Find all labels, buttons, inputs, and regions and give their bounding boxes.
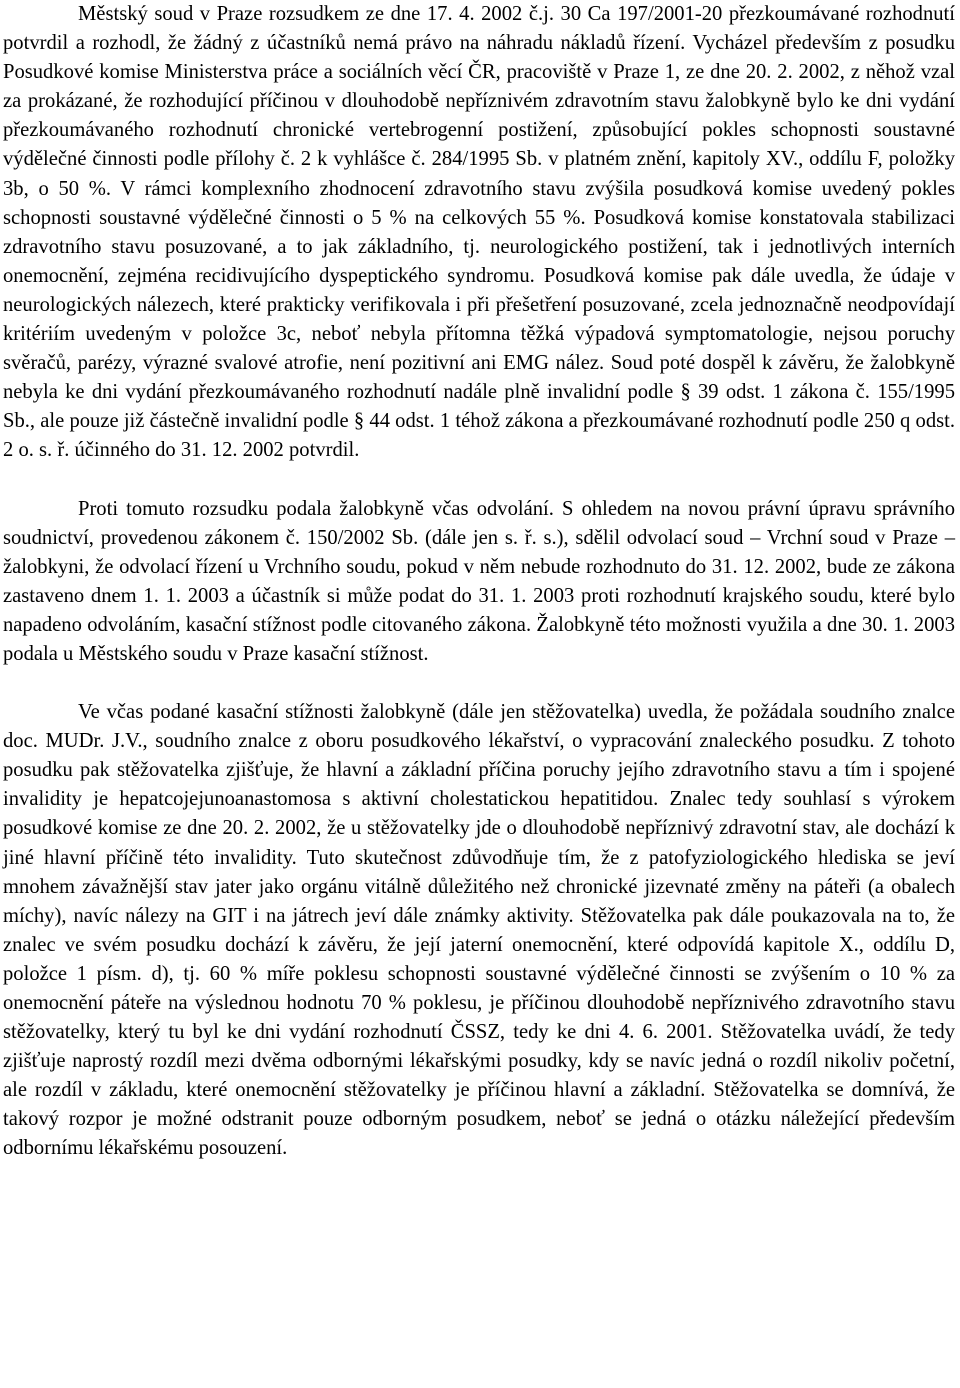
paragraph-2: Proti tomuto rozsudku podala žalobkyně včas odvolání. S ohledem na novou právní úpravu správního soudnictví, provedenou zákonem č. 150/2002 Sb. (dále jen s. ř. s.), sdělil odvolací soud – Vrchní soud v Praze – žalobkyni, že odvolací řízení u Vrchního soudu, pokud v něm nebude rozhodnuto do 31. 12. 2002, bude ze zákona zastaveno dnem 1. 1. 2003 a účastník si může podat do 31. 1. 2003 proti rozhodnutí krajského soudu, které bylo napadeno odvoláním, kasační stížnost podle citovaného zákona. Žalobkyně této možnosti využila a dne 30. 1. 2003 podala u Městského soudu v Praze kasační stížnost. — [3, 497, 955, 665]
paragraph-3: Ve včas podané kasační stížnosti žalobkyně (dále jen stěžovatelka) uvedla, že požádala soudního znalce doc. MUDr. J.V., soudního znalce z oboru posudkového lékařství, o vypracování znaleckého posudku. Z tohoto posudku pak stěžovatelka zjišťuje, že hlavní a základní příčina poruchy jejího zdravotního stavu a tím i spojené invalidity je hepatcojejunoanastomosa s aktivní cholestatickou hepatitidou. Znalec tedy souhlasí s výrokem posudkové komise ze dne 20. 2. 2002, že u stěžovatelky jde o dlouhodobě nepříznivý zdravotní stav, ale dochází k jiné hlavní příčině této invalidity. Tuto skutečnost zdůvodňuje tím, že z patofyziologického hlediska se jeví mnohem závažnější stav jater jako orgánu vitálně důležitého než chronické jizevnaté změny na páteři (a obalech míchy), navíc nálezy na GIT i na játrech jeví dále známky aktivity. Stěžovatelka pak dále poukazovala na to, že znalec ve svém posudku dochází k závěru, že její jaterní onemocnění, které odpovídá kapitole X., oddílu D, položce 1 písm. d), tj. 60 % míře poklesu schopnosti soustavné výdělečné činnosti se zvýšením o 10 % za onemocnění páteře na výslednou hodnotu 70 % poklesu, je příčinou dlouhodobě nepříznivého zdravotního stavu stěžovatelky, který tu byl ke dni vydání rozhodnutí ČSSZ, tedy ke dni 4. 6. 2001. Stěžovatelka uvádí, že tedy zjišťuje naprostý rozdíl mezi dvěma odbornými lékařskými posudky, kdy se navíc jedná o rozdíl nikoliv početní, ale rozdíl v základu, které onemocnění stěžovatelky je příčinou hlavní a základní. Stěžovatelka se domnívá, že takový rozpor je možné odstranit pouze odborným posudkem, neboť se jedná o otázku náležející především odbornímu lékařskému posouzení. — [3, 701, 955, 1160]
paragraph-gap — [3, 466, 955, 495]
paragraph-1: Městský soud v Praze rozsudkem ze dne 17. 4. 2002 č.j. 30 Ca 197/2001-20 přezkoumávané rozhodnutí potvrdil a rozhodl, že žádný z účastníků nemá právo na náhradu nákladů řízení. Vycházel především z posudku Posudkové komise Ministerstva práce a sociálních věcí ČR, pracoviště v Praze 1, ze dne 20. 2. 2002, z něhož vzal za prokázané, že rozhodující příčinou v dlouhodobě nepříznivém zdravotním stavu žalobkyně bylo ke dni vydání přezkoumávaného rozhodnutí chronické vertebrogenní postižení, způsobující pokles schopnosti soustavné výdělečné činnosti podle přílohy č. 2 k vyhlášce č. 284/1995 Sb. v platném znění, kapitoly XV., oddílu F, položky 3b, o 50 %. V rámci komplexního zhodnocení zdravotního stavu zvýšila posudková komise uvedený pokles schopnosti soustavné výdělečné činnosti o 5 % na celkových 55 %. Posudková komise konstatovala stabilizaci zdravotního stavu posuzované, a to jak základního, tj. neurologického postižení, tak i jednotlivých interních onemocnění, zejména recidivujícího dyspeptického syndromu. Posudková komise pak dále uvedla, že údaje v neurologických nálezech, které prakticky verifikovala i při přešetření posuzované, zcela jednoznačně neodpovídají kritériím uvedeným v položce 3c, neboť nebyla přítomna těžká výpadová symptomatologie, nejsou poruchy svěračů, parézy, výrazné svalové atrofie, není pozitivní ani EMG nález. Soud poté dospěl k závěru, že žalobkyně nebyla ke dni vydání přezkoumávaného rozhodnutí nadále plně invalidní podle § 39 odst. 1 zákona č. 155/1995 Sb., ale pouze již částečně invalidní podle § 44 odst. 1 téhož zákona a přezkoumávané rozhodnutí podle 250 q odst. 2 o. s. ř. účinného do 31. 12. 2002 potvrdil. — [3, 3, 955, 462]
paragraph-gap — [3, 669, 955, 698]
document-page — [3, 0, 955, 1164]
